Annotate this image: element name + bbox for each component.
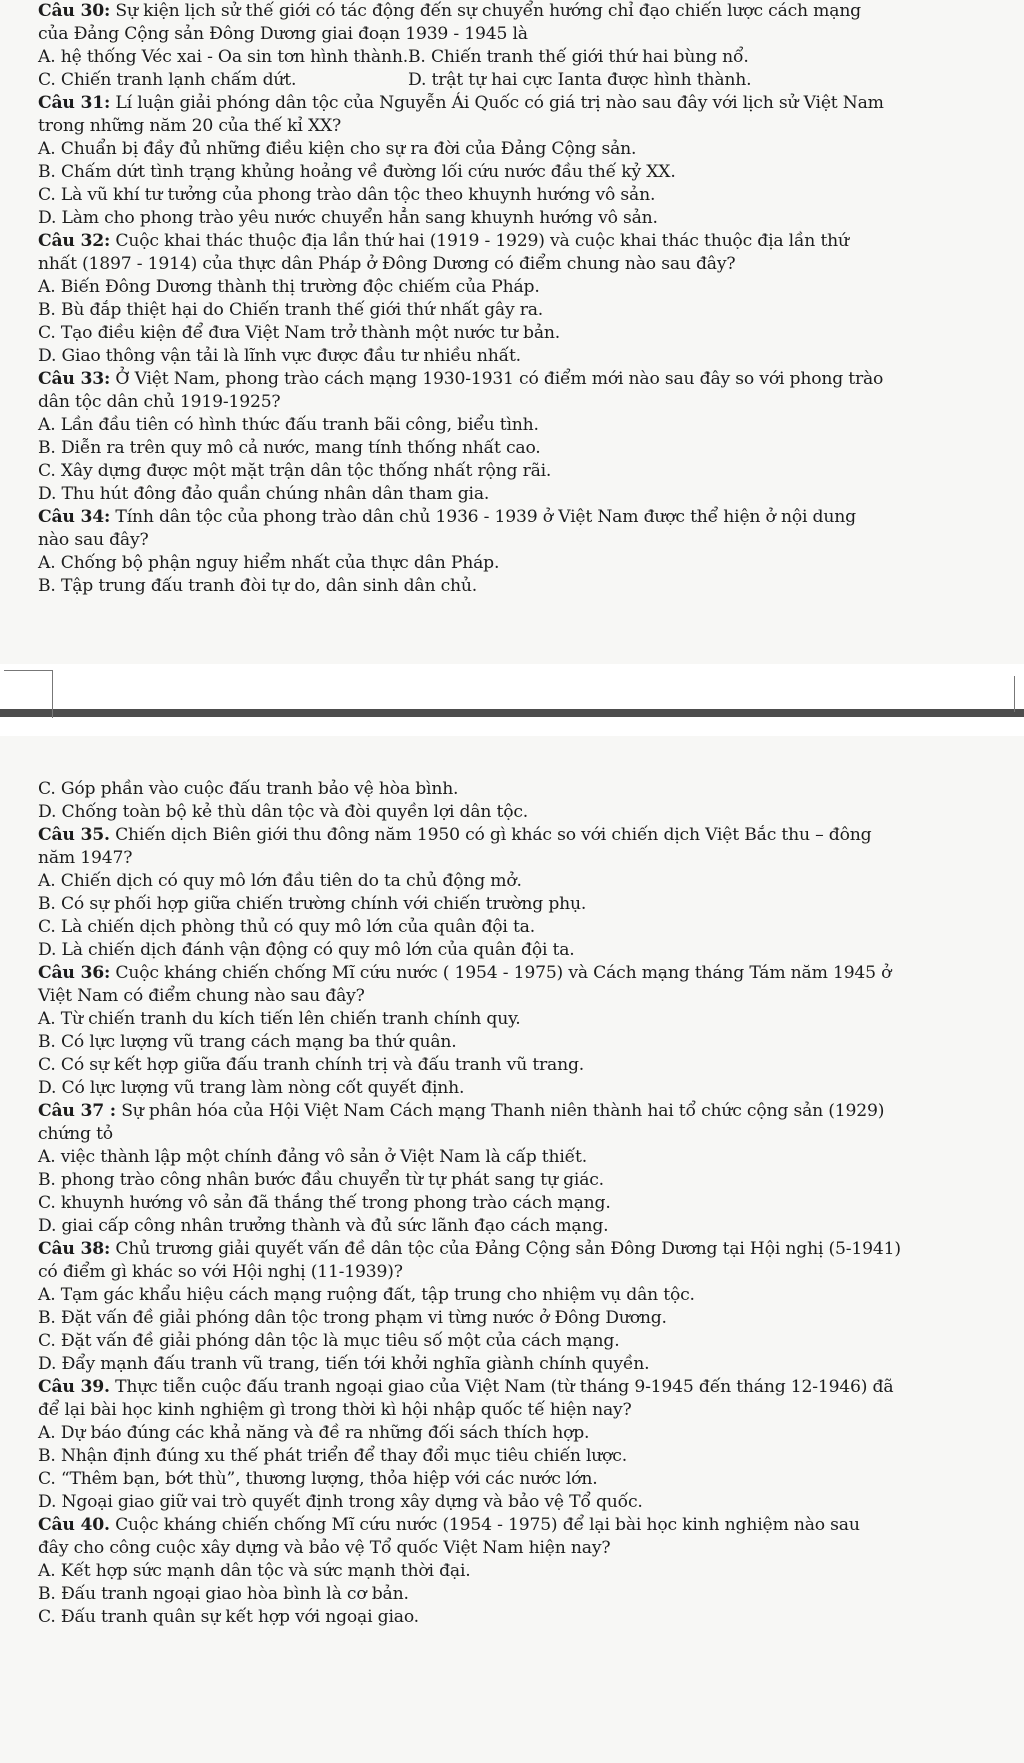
text-line: B. Tập trung đấu tranh đòi tự do, dân sinh dân chủ. xyxy=(38,576,478,596)
text-line: của Đảng Cộng sản Đông Dương giai đoạn 1939 - 1945 là xyxy=(38,24,528,44)
text-line: A. Tạm gác khẩu hiệu cách mạng ruộng đất, tập trung cho nhiệm vụ dân tộc. xyxy=(38,1285,695,1305)
question-number: Câu 30: xyxy=(38,1,111,21)
text-line: C. “Thêm bạn, bớt thù”, thương lượng, thỏa hiệp với các nước lớn. xyxy=(38,1469,598,1489)
question-text: Cuộc khai thác thuộc địa lần thứ hai (1919 - 1929) và cuộc khai thác thuộc địa lần thứ xyxy=(110,231,849,251)
top-text-block xyxy=(0,0,1024,598)
answer-option: B. Chiến tranh thế giới thứ hai bùng nổ. xyxy=(408,47,749,67)
question-number: Câu 34: xyxy=(38,507,111,527)
question-number: Câu 31: xyxy=(38,93,111,113)
question-line xyxy=(38,506,1018,529)
text-line: C. Đặt vấn đề giải phóng dân tộc là mục tiêu số một của cách mạng. xyxy=(38,1331,620,1351)
text-line: năm 1947? xyxy=(38,848,133,868)
text-line: A. Từ chiến tranh du kích tiến lên chiến tranh chính quy. xyxy=(38,1009,521,1029)
text-line: D. Ngoại giao giữ vai trò quyết định trong xây dựng và bảo vệ Tổ quốc. xyxy=(38,1492,643,1512)
text-line: chứng tỏ xyxy=(38,1124,113,1144)
page-top xyxy=(0,0,1024,664)
page-divider xyxy=(0,664,1024,736)
text-line: C. Xây dựng được một mặt trận dân tộc thống nhất rộng rãi. xyxy=(38,461,552,481)
answer-options-row xyxy=(38,69,1018,92)
text-line: A. Chuẩn bị đầy đủ những điều kiện cho sự ra đời của Đảng Cộng sản. xyxy=(38,139,637,159)
text-line: D. Đẩy mạnh đấu tranh vũ trang, tiến tới khởi nghĩa giành chính quyền. xyxy=(38,1354,650,1374)
question-line xyxy=(38,0,1018,23)
text-line: B. phong trào công nhân bước đầu chuyển từ tự phát sang tự giác. xyxy=(38,1170,604,1190)
text-line: B. Chấm dứt tình trạng khủng hoảng về đường lối cứu nước đầu thế kỷ XX. xyxy=(38,162,676,182)
crop-mark xyxy=(1014,676,1015,712)
question-number: Câu 38: xyxy=(38,1239,111,1259)
text-line: D. Là chiến dịch đánh vận động có quy mô lớn của quân đội ta. xyxy=(38,940,575,960)
text-line: A. việc thành lập một chính đảng vô sản ở Việt Nam là cấp thiết. xyxy=(38,1147,588,1167)
text-line: C. Có sự kết hợp giữa đấu tranh chính trị và đấu tranh vũ trang. xyxy=(38,1055,585,1075)
text-line: B. Có lực lượng vũ trang cách mạng ba thứ quân. xyxy=(38,1032,457,1052)
question-line xyxy=(38,1514,1018,1537)
text-line: A. Chiến dịch có quy mô lớn đầu tiên do ta chủ động mở. xyxy=(38,871,522,891)
text-line: B. Bù đắp thiệt hại do Chiến tranh thế giới thứ nhất gây ra. xyxy=(38,300,544,320)
text-line: D. giai cấp công nhân trưởng thành và đủ sức lãnh đạo cách mạng. xyxy=(38,1216,609,1236)
text-line: B. Có sự phối hợp giữa chiến trường chính với chiến trường phụ. xyxy=(38,894,587,914)
text-line: A. Lần đầu tiên có hình thức đấu tranh bãi công, biểu tình. xyxy=(38,415,539,435)
text-line: C. Là chiến dịch phòng thủ có quy mô lớn của quân đội ta. xyxy=(38,917,535,937)
question-number: Câu 35. xyxy=(38,825,110,845)
answer-option: A. hệ thống Véc xai - Oa sin tơn hình thành. xyxy=(38,47,408,67)
question-text: Thực tiễn cuộc đấu tranh ngoại giao của Việt Nam (từ tháng 9-1945 đến tháng 12-1946) đã xyxy=(109,1377,894,1397)
question-text: Sự phân hóa của Hội Việt Nam Cách mạng Thanh niên thành hai tổ chức cộng sản (1929) xyxy=(115,1101,885,1121)
question-number: Câu 36: xyxy=(38,963,111,983)
text-line: A. Kết hợp sức mạnh dân tộc và sức mạnh thời đại. xyxy=(38,1561,471,1581)
question-line xyxy=(38,824,1018,847)
text-line: để lại bài học kinh nghiệm gì trong thời kì hội nhập quốc tế hiện nay? xyxy=(38,1400,632,1420)
question-line xyxy=(38,92,1018,115)
text-line: D. Làm cho phong trào yêu nước chuyển hẳn sang khuynh hướng vô sản. xyxy=(38,208,658,228)
text-line: A. Chống bộ phận nguy hiểm nhất của thực dân Pháp. xyxy=(38,553,500,573)
text-line: B. Diễn ra trên quy mô cả nước, mang tính thống nhất cao. xyxy=(38,438,541,458)
text-line: D. Giao thông vận tải là lĩnh vực được đầu tư nhiều nhất. xyxy=(38,346,521,366)
text-line: A. Biến Đông Dương thành thị trường độc chiếm của Pháp. xyxy=(38,277,540,297)
text-line: trong những năm 20 của thế kỉ XX? xyxy=(38,116,342,136)
text-line: D. Có lực lượng vũ trang làm nòng cốt quyết định. xyxy=(38,1078,465,1098)
text-line: D. Chống toàn bộ kẻ thù dân tộc và đòi quyền lợi dân tộc. xyxy=(38,802,529,822)
question-text: Chiến dịch Biên giới thu đông năm 1950 có gì khác so với chiến dịch Việt Bắc thu – đông xyxy=(109,825,872,845)
question-line xyxy=(38,962,1018,985)
divider-rule xyxy=(0,709,1024,717)
text-line: có điểm gì khác so với Hội nghị (11-1939)? xyxy=(38,1262,403,1282)
question-line xyxy=(38,1100,1018,1123)
text-line: C. Tạo điều kiện để đưa Việt Nam trở thành một nước tư bản. xyxy=(38,323,561,343)
bottom-text-block xyxy=(0,736,1024,1629)
text-line: B. Đặt vấn đề giải phóng dân tộc trong phạm vi từng nước ở Đông Dương. xyxy=(38,1308,667,1328)
text-line: C. Góp phần vào cuộc đấu tranh bảo vệ hòa bình. xyxy=(38,779,459,799)
question-number: Câu 39. xyxy=(38,1377,110,1397)
text-line: dân tộc dân chủ 1919-1925? xyxy=(38,392,281,412)
question-text: Ở Việt Nam, phong trào cách mạng 1930-1931 có điểm mới nào sau đây so với phong trào xyxy=(110,369,884,389)
question-line xyxy=(38,230,1018,253)
question-text: Cuộc kháng chiến chống Mĩ cứu nước ( 1954 - 1975) và Cách mạng tháng Tám năm 1945 ở xyxy=(110,963,892,983)
page-bottom xyxy=(0,736,1024,1763)
question-text: Sự kiện lịch sử thế giới có tác động đến sự chuyển hướng chỉ đạo chiến lược cách mạng xyxy=(110,1,861,21)
answer-option: D. trật tự hai cực Ianta được hình thành. xyxy=(408,70,752,90)
question-text: Lí luận giải phóng dân tộc của Nguyễn Ái Quốc có giá trị nào sau đây với lịch sử Việt Nam xyxy=(110,93,884,113)
answer-option: C. Chiến tranh lạnh chấm dứt. xyxy=(38,70,297,90)
question-text: Chủ trương giải quyết vấn đề dân tộc của Đảng Cộng sản Đông Dương tại Hội nghị (5-1941) xyxy=(110,1239,901,1259)
text-line: đây cho công cuộc xây dựng và bảo vệ Tổ quốc Việt Nam hiện nay? xyxy=(38,1538,611,1558)
text-line: B. Nhận định đúng xu thế phát triển để thay đổi mục tiêu chiến lược. xyxy=(38,1446,627,1466)
question-number: Câu 32: xyxy=(38,231,111,251)
question-line xyxy=(38,1376,1018,1399)
text-line: C. Đấu tranh quân sự kết hợp với ngoại giao. xyxy=(38,1607,419,1627)
question-text: Cuộc kháng chiến chống Mĩ cứu nước (1954 - 1975) để lại bài học kinh nghiệm nào sau xyxy=(109,1515,860,1535)
question-number: Câu 40. xyxy=(38,1515,110,1535)
text-line: C. khuynh hướng vô sản đã thắng thế trong phong trào cách mạng. xyxy=(38,1193,611,1213)
text-line: nào sau đây? xyxy=(38,530,149,550)
text-line: nhất (1897 - 1914) của thực dân Pháp ở Đông Dương có điểm chung nào sau đây? xyxy=(38,254,736,274)
text-line: C. Là vũ khí tư tưởng của phong trào dân tộc theo khuynh hướng vô sản. xyxy=(38,185,656,205)
crop-mark xyxy=(52,670,53,718)
text-line: Việt Nam có điểm chung nào sau đây? xyxy=(38,986,365,1006)
text-line: A. Dự báo đúng các khả năng và đề ra những đối sách thích hợp. xyxy=(38,1423,590,1443)
answer-options-row xyxy=(38,46,1018,69)
text-line: D. Thu hút đông đảo quần chúng nhân dân tham gia. xyxy=(38,484,490,504)
question-line xyxy=(38,1238,1018,1261)
crop-mark xyxy=(4,670,52,671)
question-number: Câu 37 : xyxy=(38,1101,116,1121)
text-line: B. Đấu tranh ngoại giao hòa bình là cơ bản. xyxy=(38,1584,409,1604)
question-number: Câu 33: xyxy=(38,369,111,389)
question-line xyxy=(38,368,1018,391)
question-text: Tính dân tộc của phong trào dân chủ 1936 - 1939 ở Việt Nam được thể hiện ở nội dung xyxy=(110,507,856,527)
